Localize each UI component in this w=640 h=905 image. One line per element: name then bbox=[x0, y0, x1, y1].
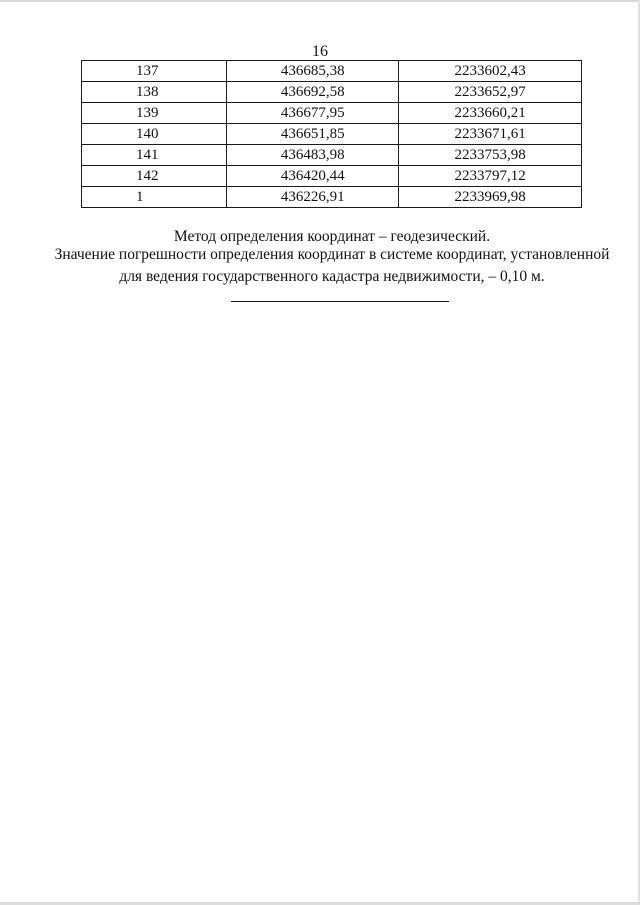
closing-rule bbox=[231, 301, 449, 302]
point-number-cell: 138 bbox=[82, 82, 227, 103]
page-number: 16 bbox=[312, 43, 328, 60]
x-coordinate-cell: 436685,38 bbox=[227, 61, 399, 82]
table-row bbox=[82, 61, 582, 82]
y-coordinate-cell: 2233602,43 bbox=[399, 61, 582, 82]
point-number-cell: 140 bbox=[82, 124, 227, 145]
accuracy-text bbox=[40, 244, 624, 288]
point-number-cell: 141 bbox=[82, 145, 227, 166]
table-row bbox=[82, 103, 582, 124]
point-number-cell: 137 bbox=[82, 61, 227, 82]
table-row bbox=[82, 124, 582, 145]
accuracy-text-line: Значение погрешности определения координат в системе координат, установленной bbox=[54, 246, 610, 263]
x-coordinate-cell: 436483,98 bbox=[227, 145, 399, 166]
y-coordinate-cell: 2233671,61 bbox=[399, 124, 582, 145]
table-row bbox=[82, 166, 582, 187]
method-text: Метод определения координат – геодезический. bbox=[173, 228, 491, 245]
table-row bbox=[82, 187, 582, 208]
table-row bbox=[82, 82, 582, 103]
x-coordinate-cell: 436677,95 bbox=[227, 103, 399, 124]
accuracy-text-line: для ведения государственного кадастра недвижимости, – 0,10 м. bbox=[119, 268, 545, 285]
coordinates-table bbox=[81, 60, 582, 208]
x-coordinate-cell: 436226,91 bbox=[227, 187, 399, 208]
y-coordinate-cell: 2233797,12 bbox=[399, 166, 582, 187]
y-coordinate-cell: 2233753,98 bbox=[399, 145, 582, 166]
y-coordinate-cell: 2233652,97 bbox=[399, 82, 582, 103]
point-number-cell: 1 bbox=[82, 187, 227, 208]
point-number-cell: 142 bbox=[82, 166, 227, 187]
point-number-cell: 139 bbox=[82, 103, 227, 124]
scan-edge-top bbox=[0, 0, 640, 2]
x-coordinate-cell: 436651,85 bbox=[227, 124, 399, 145]
x-coordinate-cell: 436420,44 bbox=[227, 166, 399, 187]
y-coordinate-cell: 2233660,21 bbox=[399, 103, 582, 124]
x-coordinate-cell: 436692,58 bbox=[227, 82, 399, 103]
table-row bbox=[82, 145, 582, 166]
y-coordinate-cell: 2233969,98 bbox=[399, 187, 582, 208]
